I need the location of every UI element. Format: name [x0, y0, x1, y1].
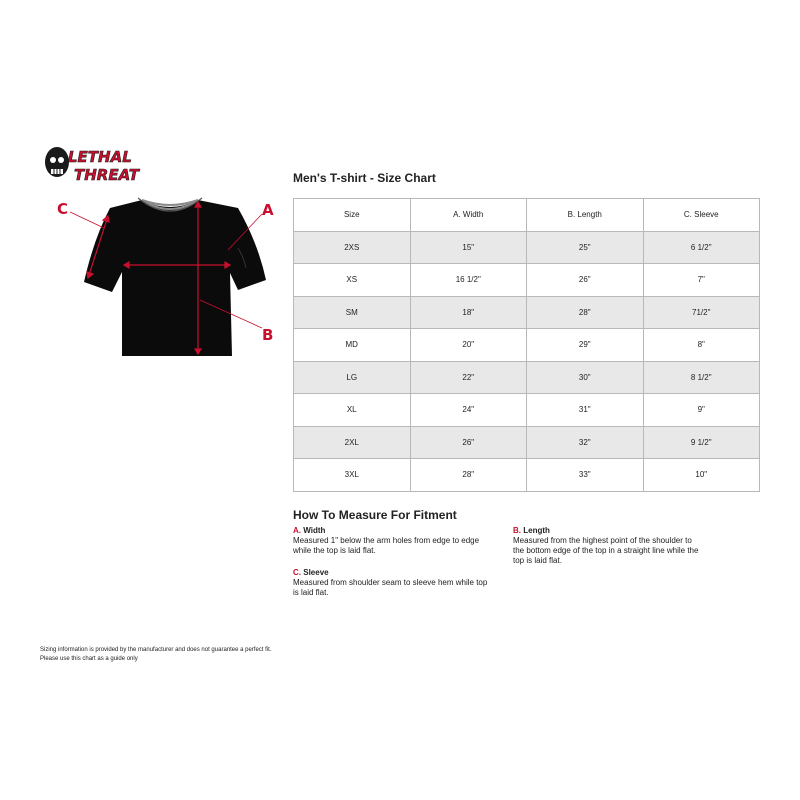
cell-sleeve: 8 1/2" — [643, 361, 760, 394]
measure-length-title: Length — [523, 526, 550, 535]
cell-length: 33" — [527, 459, 644, 492]
disclaimer — [40, 646, 340, 664]
cell-width: 18" — [410, 296, 527, 329]
size-table — [293, 198, 760, 492]
table-row — [294, 296, 760, 329]
cell-length: 30" — [527, 361, 644, 394]
skull-icon — [45, 147, 69, 177]
cell-sleeve: 6 1/2" — [643, 231, 760, 264]
logo-line-2: THREAT — [74, 166, 139, 184]
measure-width-title: Width — [303, 526, 326, 535]
cell-width: 22" — [410, 361, 527, 394]
measure-length-letter: B. — [513, 526, 521, 535]
disclaimer-line-1: Sizing information is provided by the manufacturer and does not guarantee a perfect fit. — [40, 647, 272, 653]
measure-sleeve-text: Measured from shoulder seam to sleeve hem while top is laid flat. — [293, 578, 488, 597]
header-size: Size — [294, 199, 411, 232]
callout-a: A — [262, 201, 274, 219]
cell-length: 25" — [527, 231, 644, 264]
cell-length: 29" — [527, 329, 644, 362]
measure-length-label — [513, 526, 703, 536]
table-row — [294, 361, 760, 394]
cell-width: 24" — [410, 394, 527, 427]
cell-length: 32" — [527, 426, 644, 459]
table-row — [294, 426, 760, 459]
cell-size: MD — [294, 329, 411, 362]
measure-sleeve-letter: C. — [293, 568, 301, 577]
cell-sleeve: 71/2" — [643, 296, 760, 329]
measure-width-block — [293, 526, 493, 556]
table-row — [294, 264, 760, 297]
cell-sleeve: 8" — [643, 329, 760, 362]
cell-width: 16 1/2" — [410, 264, 527, 297]
measure-sleeve-block — [293, 568, 493, 598]
measure-length-block — [513, 526, 703, 566]
cell-length: 28" — [527, 296, 644, 329]
measure-width-letter: A. — [293, 526, 301, 535]
measure-heading: How To Measure For Fitment — [293, 508, 457, 522]
callout-b: B — [262, 326, 274, 344]
logo-line-1: LETHAL — [68, 148, 132, 166]
cell-size: 3XL — [294, 459, 411, 492]
cell-length: 31" — [527, 394, 644, 427]
cell-size: 2XS — [294, 231, 411, 264]
header-width: A. Width — [410, 199, 527, 232]
cell-sleeve: 9" — [643, 394, 760, 427]
cell-sleeve: 7" — [643, 264, 760, 297]
measure-length-text: Measured from the highest point of the shoulder to the bottom edge of the top in a straight line while the top is laid flat. — [513, 536, 699, 565]
header-sleeve: C. Sleeve — [643, 199, 760, 232]
cell-size: LG — [294, 361, 411, 394]
cell-width: 28" — [410, 459, 527, 492]
table-row — [294, 231, 760, 264]
cell-size: XS — [294, 264, 411, 297]
measure-width-label — [293, 526, 493, 536]
cell-size: 2XL — [294, 426, 411, 459]
table-row — [294, 459, 760, 492]
cell-width: 15" — [410, 231, 527, 264]
cell-length: 26" — [527, 264, 644, 297]
cell-size: SM — [294, 296, 411, 329]
cell-size: XL — [294, 394, 411, 427]
brand-logo — [40, 140, 156, 188]
cell-width: 20" — [410, 329, 527, 362]
cell-sleeve: 9 1/2" — [643, 426, 760, 459]
table-row — [294, 329, 760, 362]
tshirt-illustration — [50, 188, 290, 368]
measure-sleeve-label — [293, 568, 493, 578]
cell-sleeve: 10" — [643, 459, 760, 492]
cell-width: 26" — [410, 426, 527, 459]
header-length: B. Length — [527, 199, 644, 232]
table-row — [294, 394, 760, 427]
table-header-row — [294, 199, 760, 232]
tshirt-shape — [84, 200, 266, 356]
measure-sleeve-title: Sleeve — [303, 568, 329, 577]
measure-width-text: Measured 1" below the arm holes from edge to edge while the top is laid flat. — [293, 536, 480, 555]
size-chart-title: Men's T-shirt - Size Chart — [293, 171, 436, 185]
disclaimer-line-2: Please use this chart as a guide only — [40, 656, 138, 662]
callout-c: C — [57, 200, 69, 218]
